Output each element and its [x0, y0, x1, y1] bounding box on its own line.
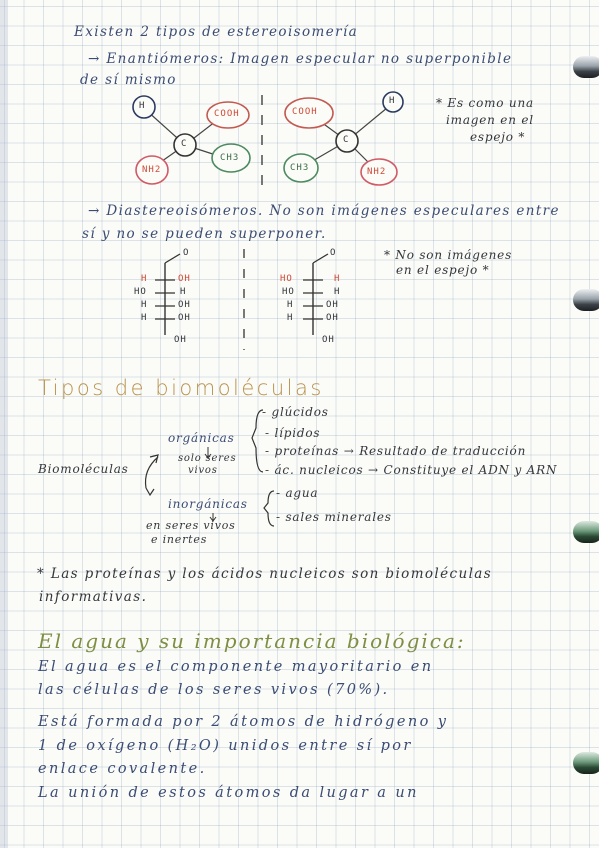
fischer-left-label: H — [141, 300, 148, 310]
agua-paragraph-line: La unión de estos átomos da lugar a un — [38, 785, 419, 801]
fischer-right-label: H — [334, 274, 341, 284]
enantiomer-note-line: espejo * — [470, 130, 526, 144]
agua-paragraph-line: 1 de oxígeno (H₂O) unidos entre sí por — [38, 738, 413, 754]
diastereo-definition-cont: sí y no se pueden superponer. — [82, 226, 327, 242]
tree-inorganicas-sub: e inertes — [151, 533, 208, 546]
label-nh2-right: NH2 — [367, 167, 387, 177]
tree-organicas-sub: solo seres — [178, 453, 237, 464]
enantiomer-definition: → Enantiómeros: Imagen especular no superponible — [88, 51, 513, 67]
label-ch3-left: CH3 — [220, 153, 240, 163]
intro-line: Existen 2 tipos de estereoisomería — [74, 24, 359, 40]
label-h-right: H — [389, 96, 396, 106]
diastereo-note-line: en el espejo * — [396, 263, 490, 277]
fischer-right-label: HO — [282, 287, 295, 297]
tree-organicas: orgánicas — [168, 431, 235, 445]
fischer-left-bottom: OH — [174, 335, 187, 345]
section-title-biomoleculas: Tipos de biomoléculas — [38, 376, 324, 400]
fischer-left-label: HO — [134, 287, 147, 297]
fischer-right-label: OH — [326, 300, 339, 310]
fischer-right-label: OH — [326, 313, 339, 323]
tree-inorganicas: inorgánicas — [168, 497, 248, 511]
fischer-left-label: OH — [178, 274, 191, 284]
tree-agua: - agua — [276, 486, 319, 500]
fischer-right-label: H — [287, 313, 294, 323]
tree-lipidos: - lípidos — [265, 426, 321, 440]
agua-paragraph-line: El agua es el componente mayoritario en — [38, 659, 434, 675]
agua-paragraph-line: las células de los seres vivos (70%). — [38, 682, 390, 698]
agua-paragraph-line: Está formada por 2 átomos de hidrógeno y — [38, 714, 449, 730]
tree-organicas-sub: vivos — [188, 465, 218, 476]
diastereo-definition: → Diastereoisómeros. No son imágenes especulares entre — [88, 203, 560, 219]
tree-inorganicas-sub: en seres vivos — [146, 519, 236, 532]
enantiomer-definition-cont: de sí mismo — [80, 72, 177, 88]
agua-paragraph-line: enlace covalente. — [38, 761, 207, 777]
tree-root: Biomoléculas — [38, 462, 129, 476]
label-cooh-left: COOH — [214, 109, 240, 119]
fischer-right-label: H — [287, 300, 294, 310]
tree-acidos-nucleicos: - ác. nucleicos → Constituye el ADN y ARN — [265, 463, 558, 477]
fischer-right-top: O — [330, 248, 337, 258]
fischer-left-label: H — [141, 274, 148, 284]
enantiomer-note-line: imagen en el — [446, 113, 534, 127]
label-ch3-right: CH3 — [290, 163, 310, 173]
label-cooh-right: COOH — [292, 107, 318, 117]
tree-proteinas: - proteínas → Resultado de traducción — [265, 444, 527, 458]
tree-sales: - sales minerales — [276, 510, 392, 524]
fischer-left-label: OH — [178, 300, 191, 310]
fischer-left-label: H — [180, 287, 187, 297]
label-nh2-left: NH2 — [142, 165, 162, 175]
fischer-left-label: OH — [178, 313, 191, 323]
enantiomer-note-line: * Es como una — [436, 96, 534, 110]
label-c-right: C — [343, 135, 350, 145]
fischer-right-bottom: OH — [322, 335, 335, 345]
tree-glucidos: - glúcidos — [262, 405, 329, 419]
fischer-right-label: HO — [280, 274, 293, 284]
fischer-left-top: O — [183, 248, 190, 258]
informativas-note-cont: informativas. — [39, 589, 148, 605]
section-title-agua: El agua y su importancia biológica: — [38, 629, 466, 653]
diastereo-note-line: * No son imágenes — [384, 248, 513, 262]
fischer-left-label: H — [141, 313, 148, 323]
fischer-right-label: H — [334, 287, 341, 297]
label-h-left: H — [139, 101, 146, 111]
informativas-note: * Las proteínas y los ácidos nucleicos son biomoléculas — [37, 566, 493, 582]
label-c-left: C — [181, 139, 188, 149]
